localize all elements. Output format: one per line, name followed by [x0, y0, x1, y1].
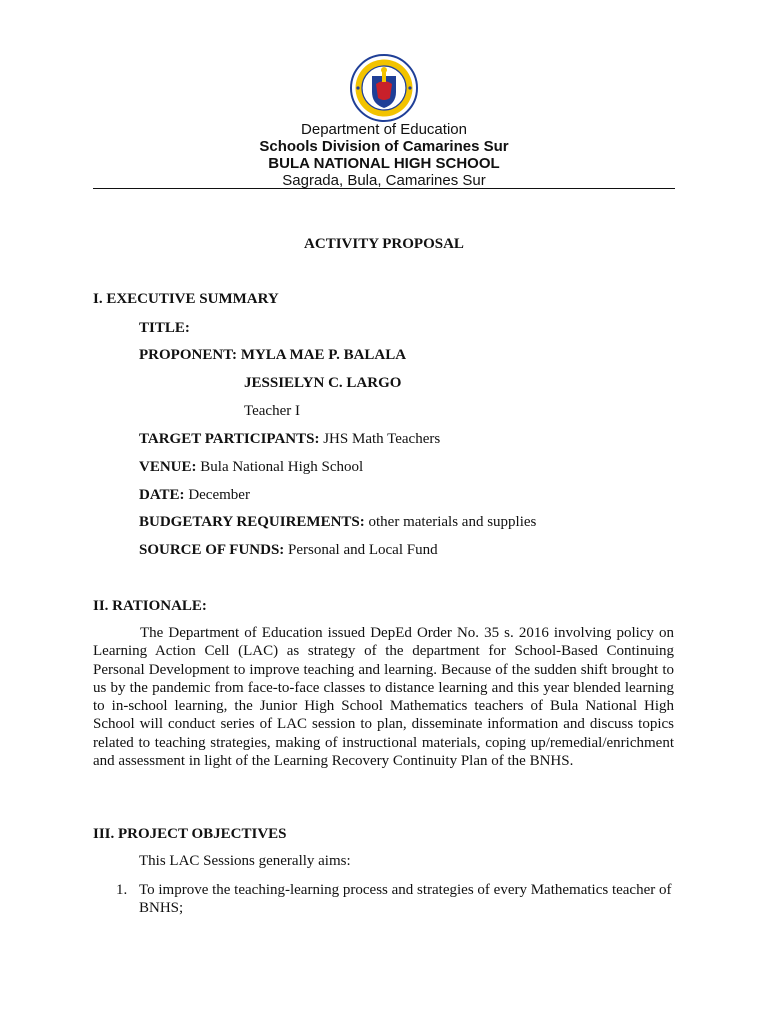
date-value: December: [188, 487, 250, 503]
proponent-2: JESSIELYN C. LARGO: [244, 375, 402, 391]
document-title: ACTIVITY PROPOSAL: [304, 236, 464, 252]
proponent-row: [139, 346, 406, 364]
header-department: Department of Education: [301, 121, 467, 138]
venue-label: VENUE:: [139, 459, 197, 475]
budget-label: BUDGETARY REQUIREMENTS:: [139, 514, 365, 530]
proponent-1: MYLA MAE P. BALALA: [240, 347, 407, 363]
section-heading-executive-summary: I. EXECUTIVE SUMMARY: [93, 291, 279, 307]
target-participants-label: TARGET PARTICIPANTS:: [139, 431, 320, 447]
budget-value: other materials and supplies: [368, 514, 537, 530]
proponent-label: PROPONENT:: [139, 347, 238, 363]
venue-row: [139, 458, 363, 476]
funds-value: Personal and Local Fund: [288, 542, 438, 558]
target-participants-row: [139, 430, 440, 448]
objective-number: 1.: [116, 882, 128, 898]
section-heading-rationale: II. RATIONALE:: [93, 598, 207, 614]
section-heading-objectives: III. PROJECT OBJECTIVES: [93, 826, 287, 842]
proponent-role: Teacher I: [244, 403, 300, 419]
funds-label: SOURCE OF FUNDS:: [139, 542, 285, 558]
venue-value: Bula National High School: [200, 459, 364, 475]
rationale-paragraph: [93, 624, 674, 770]
date-row: [139, 486, 250, 504]
header-division: Schools Division of Camarines Sur: [259, 138, 509, 155]
header-school: BULA NATIONAL HIGH SCHOOL: [268, 155, 500, 172]
title-label: TITLE:: [139, 320, 190, 336]
objective-item: To improve the teaching-learning process and strategies of every Mathematics teacher of BNHS;: [139, 882, 672, 917]
date-label: DATE:: [139, 487, 185, 503]
funds-row: [139, 541, 438, 559]
header-address: Sagrada, Bula, Camarines Sur: [282, 172, 486, 189]
objectives-intro: This LAC Sessions generally aims:: [139, 853, 351, 869]
rationale-text: The Department of Education issued DepEd Order No. 35 s. 2016 involving policy on Learning Action Cell (LAC) as strategy of the department for School-Based Continuing Personal Development to improve teaching and learning. Because of the sudden shift brought to us by the pandemic from face-to-face classes to distance learning and this year blended learning to in-school learning, the Junior High School Mathematics teachers of Bula National High School will conduct series of LAC session to plan, disseminate information and discuss topics related to teaching strategies, making of instructional materials, coping up/remedial/enrichment and assessment in light of the Learning Recovery Continuity Plan of the BNHS.: [93, 625, 674, 770]
target-participants-value: JHS Math Teachers: [323, 431, 441, 447]
deped-seal-icon: [342, 54, 426, 122]
header-divider: [93, 188, 675, 189]
budget-row: [139, 513, 536, 531]
